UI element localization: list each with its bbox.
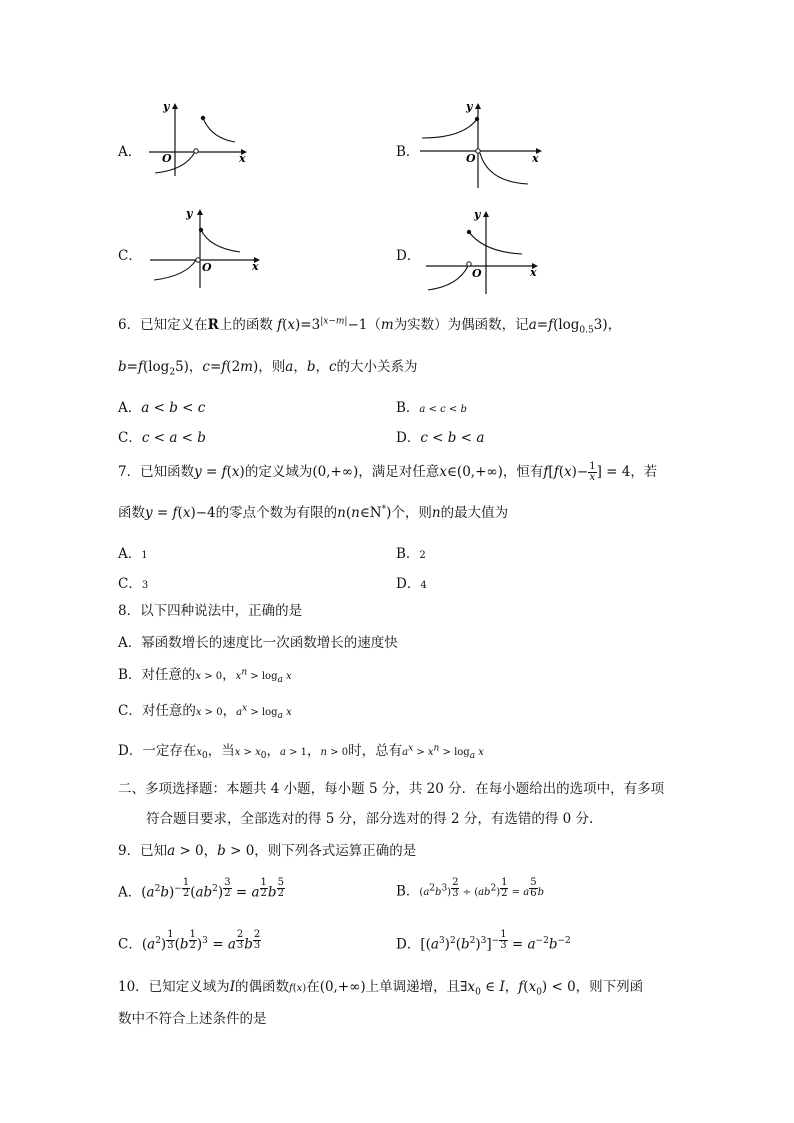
- q8-option-a[interactable]: A．幂函数增长的速度比一次函数增长的速度快: [118, 635, 398, 651]
- q9-stem: 9．已知a > 0，b > 0，则下列各式运算正确的是: [118, 843, 417, 859]
- q6-option-d[interactable]: D．c < b < a: [396, 430, 485, 446]
- q6-option-c[interactable]: C．c < a < b: [118, 430, 206, 446]
- graph-c-x: x: [252, 260, 259, 273]
- graph-a-x: x: [239, 152, 246, 165]
- graph-d-x: x: [530, 266, 537, 279]
- section2-line2: 符合题目要求，全部选对的得 5 分，部分选对的得 2 分，有选错的得 0 分.: [146, 811, 594, 827]
- graph-d: [424, 204, 550, 296]
- q7-line1: 7．已知函数y = f(x)的定义域为(0,+∞)，满足对任意x∈(0,+∞)，恒有f[f(x)− $\frac{1}{x}$ ] = 4，若: [118, 461, 658, 483]
- graph-a-y: y: [163, 100, 170, 113]
- q9-option-c[interactable]: C．$(a^2)$ $^{\frac{1}{3}}$ (b $^{\frac{1}{2}}$ )$^3$ = a $^{\frac{2}{3}}$ b $^{\frac{2}{3}}$: [118, 929, 261, 953]
- q9-option-b[interactable]: B．(a2b3) $\frac{2}{3}$ ÷ (ab2) $\frac{1}{2}$ = a $\frac{5}{6}$ b: [396, 877, 544, 900]
- q10-line2: 数中不符合上述条件的是: [118, 1011, 267, 1027]
- q9-option-a[interactable]: A．$(a^2b)^{- \frac{1}{2}}$ $(ab^2)$ $^{\frac{3}{2}}$ = a $^{\frac{1}{2}}$ b $^{\frac{5}{2}}$: [118, 877, 284, 901]
- graph-b-x: x: [532, 152, 539, 165]
- graph-d-o: O: [472, 267, 482, 280]
- q6-line2: $b=f(\log_25)$，c=f(2m)，则a，b，c的大小关系为: [118, 359, 418, 378]
- q6-line1: 6．已知定义在R上的函数 $f(x)=3^{|x-m|}-1(m$为实数）为偶函数，记$a=f(\log_{0.5}3)$，: [118, 316, 622, 336]
- graph-a: [145, 98, 255, 178]
- section2-line1: 二、多项选择题：本题共 4 小题，每小题 5 分，共 20 分．在每小题给出的选项中，有多项: [118, 781, 665, 797]
- graph-d-y: y: [474, 208, 481, 221]
- graph-d-label: D．: [396, 248, 421, 264]
- q7-option-a[interactable]: A．1: [118, 546, 148, 562]
- q10-line1: 10．已知定义域为I的偶函数f(x)在(0,+∞)上单调递增，且$\exists x_0$ ∈ I，$f(x_0) < 0$，则下列函: [118, 979, 644, 998]
- graph-a-label: A．: [118, 144, 142, 160]
- q8-stem: 8．以下四种说法中，正确的是: [118, 603, 303, 619]
- graph-c-y: y: [186, 207, 193, 220]
- graph-c: [148, 204, 268, 292]
- graph-c-o: O: [202, 261, 212, 274]
- graph-b-y: y: [466, 100, 473, 113]
- q7-option-b[interactable]: B．2: [396, 546, 426, 562]
- q8-option-b[interactable]: B．对任意的x > 0，xn > loga x: [118, 667, 292, 685]
- graph-b: [418, 96, 548, 192]
- q9-option-d[interactable]: D．$[(a^3)^2(b^2)^3]^{- \frac{1}{3}}$ = $a^{-2}b^{-2}$: [396, 929, 571, 953]
- graph-b-o: O: [466, 152, 476, 165]
- q6-option-b[interactable]: B．a < c < b: [396, 400, 467, 416]
- q7-line2: 函数y = f(x)−4的零点个数为有限的n(n∈N*)个，则n的最大值为: [118, 504, 509, 521]
- q7-option-d[interactable]: D．4: [396, 576, 427, 592]
- q6-option-a[interactable]: A．a < b < c: [118, 400, 206, 416]
- q7-option-c[interactable]: C．3: [118, 576, 149, 592]
- q8-option-c[interactable]: C．对任意的x > 0，ax > loga x: [118, 703, 292, 721]
- graph-a-o: O: [162, 152, 172, 165]
- q8-option-d[interactable]: D．一定存在x0，当x > x0，a > 1，n > 0时，总有ax > xn > loga x: [118, 743, 484, 761]
- graph-b-label: B．: [396, 144, 420, 160]
- graph-c-label: C．: [118, 248, 142, 264]
